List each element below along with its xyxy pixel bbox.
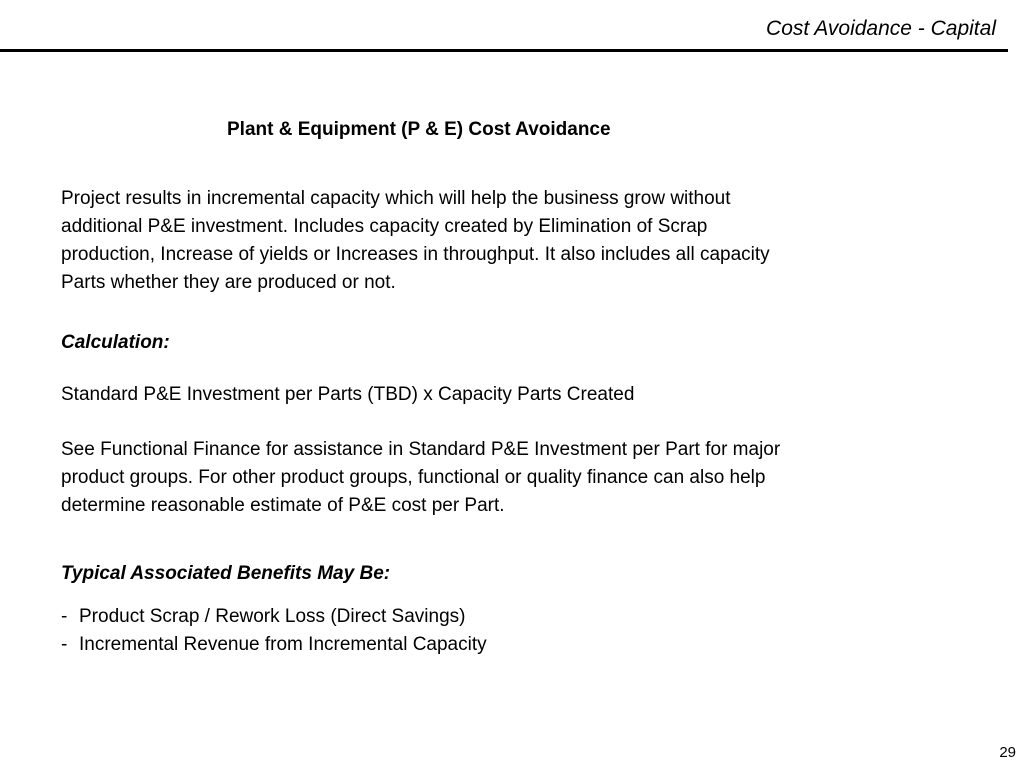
description-line: additional P&E investment. Includes capacity created by Elimination of Scrap: [61, 216, 708, 237]
finance-note-paragraph: [61, 436, 780, 520]
calculation-formula: Standard P&E Investment per Parts (TBD) x Capacity Parts Created: [61, 384, 635, 405]
header-divider: [0, 49, 1008, 52]
description-line: Project results in incremental capacity which will help the business grow without: [61, 188, 731, 209]
description-paragraph: [61, 185, 770, 297]
note-line: See Functional Finance for assistance in Standard P&E Investment per Part for major: [61, 439, 781, 460]
list-item: [61, 631, 487, 659]
benefits-heading: Typical Associated Benefits May Be:: [61, 563, 391, 584]
benefit-text: Product Scrap / Rework Loss (Direct Savings): [79, 606, 466, 627]
list-item: [61, 603, 487, 631]
list-dash: -: [61, 606, 68, 627]
benefit-text: Incremental Revenue from Incremental Capacity: [79, 634, 487, 655]
description-line: Parts whether they are produced or not.: [61, 272, 396, 293]
header-title: Cost Avoidance - Capital: [766, 17, 996, 40]
page-number: 29: [999, 744, 1016, 761]
description-line: production, Increase of yields or Increases in throughput. It also includes all capacity: [61, 244, 770, 265]
calculation-heading: Calculation:: [61, 332, 170, 353]
benefits-list: [61, 603, 487, 659]
note-line: product groups. For other product groups, functional or quality finance can also help: [61, 467, 766, 488]
list-dash: -: [61, 634, 68, 655]
note-line: determine reasonable estimate of P&E cost per Part.: [61, 495, 505, 516]
slide-heading: Plant & Equipment (P & E) Cost Avoidance: [227, 119, 611, 140]
